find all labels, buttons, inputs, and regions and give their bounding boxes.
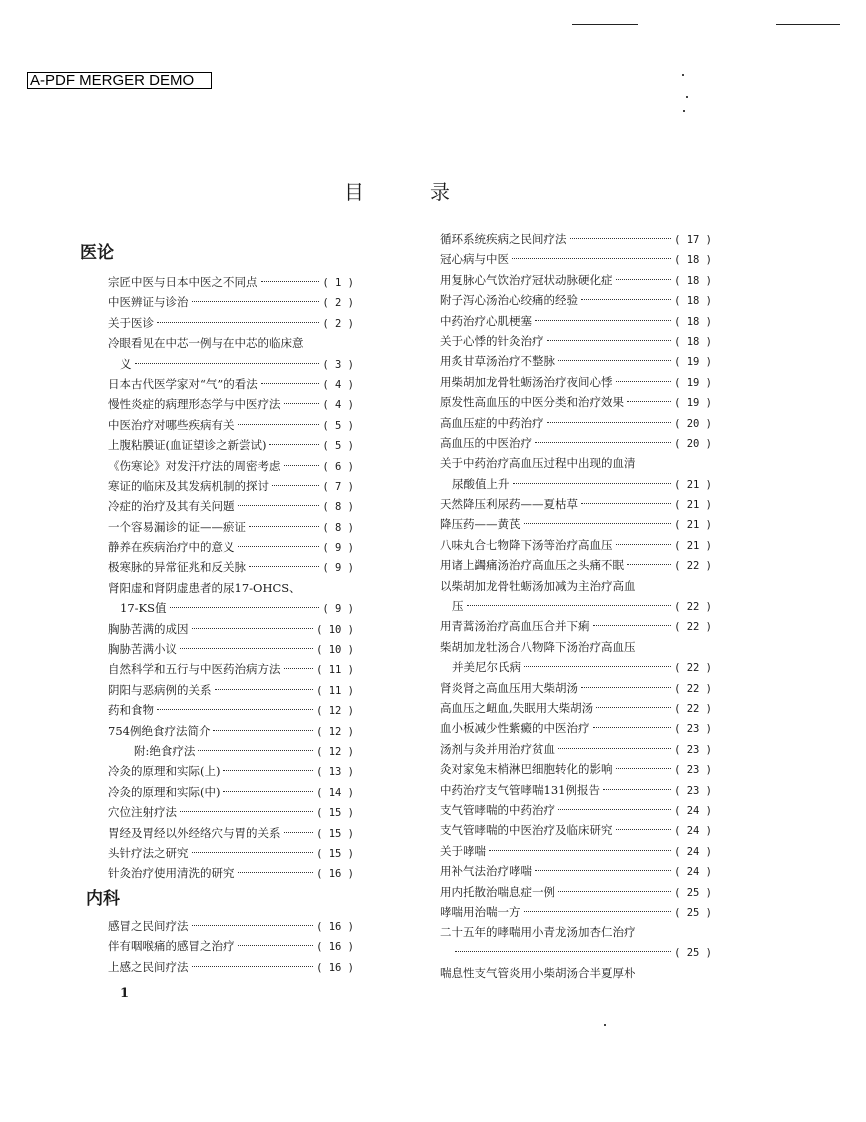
toc-entry-title: 肾炎肾之高血压用大柴胡汤 [440, 680, 578, 695]
toc-entry-page: ( 8 ) [322, 521, 354, 534]
toc-dot-leader [284, 668, 314, 669]
toc-entry-title: 胸胁苦满的成因 [108, 621, 189, 636]
toc-entry [108, 354, 354, 374]
toc-dot-leader [616, 381, 672, 382]
toc-entry-page: ( 16 ) [316, 921, 354, 933]
toc-entry-page: ( 2 ) [322, 317, 354, 330]
toc-entry-title: 汤剂与灸并用治疗贫血 [440, 741, 555, 756]
toc-entry-page: ( 24 ) [674, 825, 712, 838]
toc-entry-page: ( 5 ) [322, 419, 354, 432]
toc-entry-page: ( 14 ) [316, 786, 354, 799]
toc-dot-leader [213, 730, 313, 731]
toc-entry-page: ( 4 ) [322, 378, 354, 391]
toc-entry [108, 823, 354, 843]
toc-dot-leader [238, 945, 314, 946]
toc-entry-title: 关于中药治疗高血压过程中出现的血清 [440, 456, 636, 471]
toc-dot-leader [489, 850, 671, 851]
toc-entry-title: 关于哮喘 [440, 843, 486, 858]
toc-dot-leader [627, 401, 671, 402]
toc-entry [108, 639, 354, 659]
toc-entry-title: 冷灸的原理和实际(中) [108, 784, 221, 799]
toc-entry-page: ( 16 ) [316, 868, 354, 881]
toc-entry [440, 780, 712, 800]
toc-entry-page: ( 19 ) [674, 376, 712, 389]
toc-entry [440, 270, 712, 290]
toc-entry [440, 453, 712, 473]
toc-entry [108, 957, 354, 977]
toc-entry-page: ( 24 ) [674, 804, 712, 817]
toc-entry-title: 冷眼看见在中芯一例与在中芯的临床意 [108, 336, 304, 351]
toc-dot-leader [558, 360, 671, 361]
toc-entry [440, 576, 712, 596]
toc-dot-leader [535, 442, 671, 443]
toc-entry [108, 292, 354, 312]
toc-entry-page: ( 18 ) [674, 295, 712, 308]
toc-entry [440, 739, 712, 759]
toc-entry [440, 902, 712, 922]
toc-dot-leader [570, 238, 672, 239]
section-heading-neike: 内科 [86, 889, 120, 909]
toc-dot-leader [512, 258, 671, 259]
toc-dot-leader [513, 483, 672, 484]
toc-entry [440, 555, 712, 575]
toc-dot-leader [581, 687, 671, 688]
toc-dot-leader [616, 768, 672, 769]
watermark-label: A-PDF MERGER DEMO [27, 72, 212, 89]
toc-entry [440, 616, 712, 636]
toc-entry [108, 843, 354, 863]
toc-entry-page: ( 16 ) [316, 941, 354, 954]
toc-entry [108, 394, 354, 414]
toc-entry [108, 537, 354, 557]
toc-entry-title: 高血压症的中药治疗 [440, 415, 544, 430]
toc-entry-page: ( 10 ) [316, 644, 354, 657]
toc-entry-page: ( 25 ) [674, 906, 712, 919]
toc-dot-leader [593, 625, 672, 626]
toc-entry [440, 392, 712, 412]
toc-entry-page: ( 11 ) [316, 684, 354, 697]
toc-entry-page: ( 20 ) [674, 417, 712, 430]
toc-entry-title: 《伤寒论》对发汗疗法的周密考虑 [108, 458, 281, 473]
toc-entry [440, 637, 712, 657]
toc-entry-title: 上腹粘膜证(血证望诊之新尝试) [108, 438, 267, 453]
toc-entry-title: 自然科学和五行与中医药治病方法 [108, 662, 281, 677]
toc-entry-title: 用内托散治喘息症一例 [440, 884, 555, 899]
toc-entry [108, 333, 354, 353]
toc-entry-page: ( 18 ) [674, 254, 712, 267]
toc-dot-leader [524, 666, 671, 667]
toc-entry-title: 压 [452, 599, 464, 614]
toc-entry-page: ( 22 ) [674, 601, 712, 614]
toc-entry [108, 680, 354, 700]
toc-dot-leader [157, 322, 319, 323]
toc-entry [108, 619, 354, 639]
toc-entry [108, 517, 354, 537]
toc-entry-page: ( 9 ) [322, 542, 354, 555]
toc-dot-leader [284, 832, 314, 833]
toc-entry-title: 以柴胡加龙骨牡蛎汤加减为主治疗高血 [440, 578, 636, 593]
toc-entry-page: ( 22 ) [674, 560, 712, 573]
toc-entry-title: 哮喘用治喘一方 [440, 904, 521, 919]
toc-entry-page: ( 9 ) [322, 562, 354, 575]
toc-entry-page: ( 12 ) [316, 705, 354, 718]
toc-entry-title: 中医辨证与诊治 [108, 295, 189, 310]
toc-entry-title: 17-KS值 [120, 601, 167, 616]
toc-entry-page: ( 18 ) [674, 335, 712, 348]
toc-entry [440, 882, 712, 902]
toc-dot-leader [157, 709, 313, 710]
toc-entry [440, 820, 712, 840]
toc-entry [108, 313, 354, 333]
toc-entry-title: 支气管哮喘的中医治疗及临床研究 [440, 823, 613, 838]
toc-entry [108, 272, 354, 292]
toc-entry-title: 冷症的治疗及其有关问题 [108, 499, 235, 514]
toc-entry-title: 支气管哮喘的中药治疗 [440, 802, 555, 817]
toc-entry-page: ( 19 ) [674, 356, 712, 369]
toc-entry-page: ( 2 ) [322, 297, 354, 310]
toc-entry-title: 用柴胡加龙骨牡蛎汤治疗夜间心悸 [440, 374, 613, 389]
toc-entry [108, 721, 354, 741]
toc-entry-page: ( 12 ) [316, 745, 354, 758]
toc-entry-title: 血小板减少性紫癜的中医治疗 [440, 721, 590, 736]
toc-dot-leader [238, 872, 314, 873]
toc-entry-title: 中药治疗支气管哮喘131例报告 [440, 782, 600, 797]
toc-left-column [108, 272, 354, 884]
toc-entry-title: 用补气法治疗哮喘 [440, 864, 532, 879]
scan-speck [686, 96, 688, 98]
toc-entry-title: 上感之民间疗法 [108, 959, 189, 974]
page-number: 1 [120, 986, 130, 1001]
toc-dot-leader [261, 281, 320, 282]
toc-entry-title: 伴有咽喉痛的感冒之治疗 [108, 939, 235, 954]
toc-entry [108, 659, 354, 679]
toc-entry-title: 关于医诊 [108, 315, 154, 330]
toc-entry [440, 718, 712, 738]
toc-entry-title: 灸对家兔末梢淋巴细胞转化的影响 [440, 762, 613, 777]
toc-entry-title: 寒证的临床及其发病机制的探讨 [108, 478, 269, 493]
toc-dot-leader [192, 628, 314, 629]
toc-entry-title: 宗匠中医与日本中医之不同点 [108, 275, 258, 289]
toc-entry-title: 喘息性支气管炎用小柴胡汤合半夏厚朴 [440, 966, 636, 981]
toc-entry [108, 598, 354, 618]
toc-entry [440, 698, 712, 718]
title-char-2: 录 [430, 180, 450, 204]
toc-entry [440, 494, 712, 514]
toc-entry [108, 435, 354, 455]
toc-dot-leader [170, 607, 320, 608]
toc-dot-leader [596, 707, 671, 708]
scan-speck [604, 1024, 606, 1026]
toc-entry-title: 附:绝食疗法 [134, 743, 196, 758]
toc-entry [108, 456, 354, 476]
toc-entry-page: ( 22 ) [674, 702, 712, 715]
toc-left-column-neike [108, 916, 354, 977]
toc-dot-leader [627, 564, 671, 565]
toc-entry-title: 原发性高血压的中医分类和治疗效果 [440, 395, 624, 410]
toc-entry [108, 916, 354, 936]
toc-entry [440, 433, 712, 453]
toc-entry-title: 阴阳与恶病例的关系 [108, 682, 212, 697]
toc-entry-title: 用复脉心气饮治疗冠状动脉硬化症 [440, 272, 613, 287]
toc-entry-page: ( 23 ) [674, 743, 712, 756]
toc-entry [440, 514, 712, 534]
toc-entry-title: 日本古代医学家对“气”的看法 [108, 376, 258, 391]
toc-entry-title: 中医治疗对哪些疾病有关 [108, 417, 235, 432]
toc-entry [440, 372, 712, 392]
toc-dot-leader [581, 503, 671, 504]
toc-entry-title: 关于心悸的针灸治疗 [440, 333, 544, 348]
toc-entry-title: 二十五年的哮喘用小青龙汤加杏仁治疗 [440, 925, 636, 940]
title-char-1: 目 [344, 180, 364, 204]
toc-right-column [440, 229, 712, 983]
toc-dot-leader [535, 320, 671, 321]
toc-entry [440, 657, 712, 677]
toc-entry-title: 胸胁苦满小议 [108, 642, 177, 657]
toc-dot-leader [192, 852, 314, 853]
toc-entry-title: 冷灸的原理和实际(上) [108, 764, 221, 779]
toc-entry-title: 降压药——黄芪 [440, 517, 521, 532]
toc-entry [440, 922, 712, 942]
toc-entry-title: 附子泻心汤治心绞痛的经验 [440, 293, 578, 308]
toc-entry-page: ( 25 ) [674, 886, 712, 899]
toc-entry-title: 754例绝食疗法简介 [108, 723, 211, 738]
toc-entry-page: ( 21 ) [674, 478, 712, 491]
toc-dot-leader [223, 770, 313, 771]
toc-dot-leader [238, 424, 320, 425]
toc-dot-leader [192, 301, 320, 302]
toc-entry-title: 感冒之民间疗法 [108, 919, 189, 933]
toc-entry-page: ( 23 ) [674, 784, 712, 797]
toc-entry [108, 936, 354, 956]
toc-entry [108, 476, 354, 496]
toc-entry [108, 496, 354, 516]
scan-speck [682, 74, 684, 76]
toc-entry-page: ( 18 ) [674, 274, 712, 287]
toc-entry-title: 慢性炎症的病理形态学与中医疗法 [108, 397, 281, 412]
toc-entry [440, 861, 712, 881]
toc-entry-title: 高血压的中医治疗 [440, 435, 532, 450]
toc-entry-page: ( 13 ) [316, 766, 354, 779]
toc-entry [108, 415, 354, 435]
toc-entry-page: ( 15 ) [316, 847, 354, 860]
toc-entry-page: ( 19 ) [674, 397, 712, 410]
toc-entry [440, 413, 712, 433]
toc-entry-title: 用诸上蠲痛汤治疗高血压之头痛不眠 [440, 558, 624, 573]
toc-dot-leader [616, 544, 672, 545]
toc-dot-leader [547, 340, 672, 341]
toc-entry-title: 循环系统疾病之民间疗法 [440, 232, 567, 246]
toc-entry [440, 596, 712, 616]
toc-entry-page: ( 9 ) [322, 603, 354, 616]
toc-dot-leader [135, 363, 320, 364]
toc-entry-title: 一个容易漏诊的证——瘀证 [108, 519, 246, 534]
toc-entry-title: 穴位注射疗法 [108, 805, 177, 820]
toc-dot-leader [238, 505, 320, 506]
toc-entry [440, 474, 712, 494]
toc-dot-leader [603, 789, 671, 790]
top-rule-left [572, 24, 638, 25]
toc-entry-page: ( 23 ) [674, 764, 712, 777]
toc-dot-leader [467, 605, 672, 606]
toc-dot-leader [198, 750, 313, 751]
toc-entry [440, 311, 712, 331]
toc-dot-leader [284, 403, 320, 404]
toc-dot-leader [238, 546, 320, 547]
toc-entry-page: ( 22 ) [674, 682, 712, 695]
toc-entry [440, 841, 712, 861]
toc-entry [108, 578, 354, 598]
toc-entry-title: 并美尼尔氏病 [452, 660, 521, 675]
toc-dot-leader [593, 727, 672, 728]
toc-entry [440, 943, 712, 963]
toc-entry-title: 尿酸值上升 [452, 476, 510, 491]
toc-dot-leader [455, 951, 671, 952]
toc-entry-page: ( 17 ) [674, 234, 712, 246]
toc-entry-title: 八味丸合七物降下汤等治疗高血压 [440, 537, 613, 552]
toc-entry-page: ( 23 ) [674, 723, 712, 736]
toc-entry-page: ( 24 ) [674, 845, 712, 858]
section-heading-yilun: 医论 [80, 243, 114, 263]
toc-entry-page: ( 24 ) [674, 866, 712, 879]
top-rule-right [776, 24, 840, 25]
toc-entry-page: ( 15 ) [316, 827, 354, 840]
toc-entry-title: 针灸治疗使用清洗的研究 [108, 866, 235, 881]
toc-entry-page: ( 16 ) [316, 961, 354, 974]
toc-entry-page: ( 10 ) [316, 623, 354, 636]
toc-dot-leader [547, 422, 672, 423]
toc-dot-leader [223, 791, 313, 792]
toc-entry-page: ( 21 ) [674, 499, 712, 512]
toc-entry [440, 229, 712, 249]
toc-dot-leader [215, 689, 314, 690]
toc-entry-page: ( 4 ) [322, 399, 354, 412]
toc-entry-page: ( 6 ) [322, 460, 354, 473]
toc-dot-leader [558, 891, 671, 892]
toc-dot-leader [249, 526, 319, 527]
toc-entry [440, 759, 712, 779]
toc-dot-leader [524, 911, 672, 912]
toc-dot-leader [192, 925, 314, 926]
toc-entry [108, 374, 354, 394]
toc-entry [440, 331, 712, 351]
toc-entry [108, 741, 354, 761]
toc-entry-title: 天然降压利尿药——夏枯草 [440, 497, 578, 512]
toc-dot-leader [180, 811, 313, 812]
toc-entry-page: ( 5 ) [322, 440, 354, 453]
toc-dot-leader [284, 465, 320, 466]
toc-entry [108, 802, 354, 822]
toc-entry-page: ( 15 ) [316, 807, 354, 820]
toc-entry-title: 柴胡加龙牡汤合八物降下汤治疗高血压 [440, 639, 636, 654]
toc-entry-title: 头针疗法之研究 [108, 845, 189, 860]
toc-entry-title: 用青蒿汤治疗高血压合并下痢 [440, 619, 590, 634]
toc-entry-page: ( 8 ) [322, 501, 354, 514]
toc-entry [108, 863, 354, 883]
toc-entry-page: ( 18 ) [674, 315, 712, 328]
toc-entry [440, 249, 712, 269]
toc-entry-page: ( 20 ) [674, 437, 712, 450]
toc-entry [440, 963, 712, 983]
toc-entry [108, 700, 354, 720]
toc-entry-page: ( 3 ) [322, 358, 354, 371]
toc-entry-page: ( 12 ) [316, 725, 354, 738]
toc-dot-leader [558, 809, 671, 810]
toc-dot-leader [535, 870, 671, 871]
toc-dot-leader [616, 279, 672, 280]
toc-dot-leader [192, 966, 314, 967]
toc-entry-page: ( 7 ) [322, 480, 354, 493]
scan-speck [683, 110, 685, 112]
toc-entry-title: 药和食物 [108, 703, 154, 718]
toc-entry [440, 800, 712, 820]
toc-entry [440, 535, 712, 555]
toc-dot-leader [272, 485, 319, 486]
toc-entry-page: ( 11 ) [316, 664, 354, 677]
toc-entry-page: ( 21 ) [674, 539, 712, 552]
toc-dot-leader [581, 299, 671, 300]
toc-entry [440, 351, 712, 371]
toc-dot-leader [261, 383, 320, 384]
toc-entry-title: 义 [120, 356, 132, 371]
toc-entry-page: ( 21 ) [674, 519, 712, 532]
toc-entry-page: ( 1 ) [322, 277, 354, 289]
toc-entry-title: 极寒脉的异常征兆和反关脉 [108, 560, 246, 575]
toc-entry-title: 高血压之衄血,失眠用大柴胡汤 [440, 700, 594, 715]
toc-entry [108, 782, 354, 802]
toc-entry-title: 静养在疾病治疗中的意义 [108, 540, 235, 555]
toc-dot-leader [269, 444, 319, 445]
toc-dot-leader [180, 648, 313, 649]
toc-entry-page: ( 22 ) [674, 621, 712, 634]
toc-dot-leader [524, 523, 672, 524]
toc-entry-title: 中药治疗心肌梗塞 [440, 313, 532, 328]
toc-dot-leader [249, 566, 319, 567]
toc-entry-page: ( 22 ) [674, 662, 712, 675]
toc-entry-title: 用炙甘草汤治疗不整脉 [440, 354, 555, 369]
toc-entry-title: 胃经及胃经以外经络穴与胃的关系 [108, 825, 281, 840]
toc-dot-leader [616, 829, 672, 830]
toc-entry-page: ( 25 ) [674, 946, 712, 959]
toc-entry-title: 肾阳虚和肾阴虚患者的尿17-OHCS、 [108, 580, 301, 595]
toc-dot-leader [558, 748, 671, 749]
toc-entry [440, 678, 712, 698]
toc-entry [440, 290, 712, 310]
toc-entry [108, 557, 354, 577]
toc-entry [108, 761, 354, 781]
toc-entry-title: 冠心病与中医 [440, 252, 509, 267]
